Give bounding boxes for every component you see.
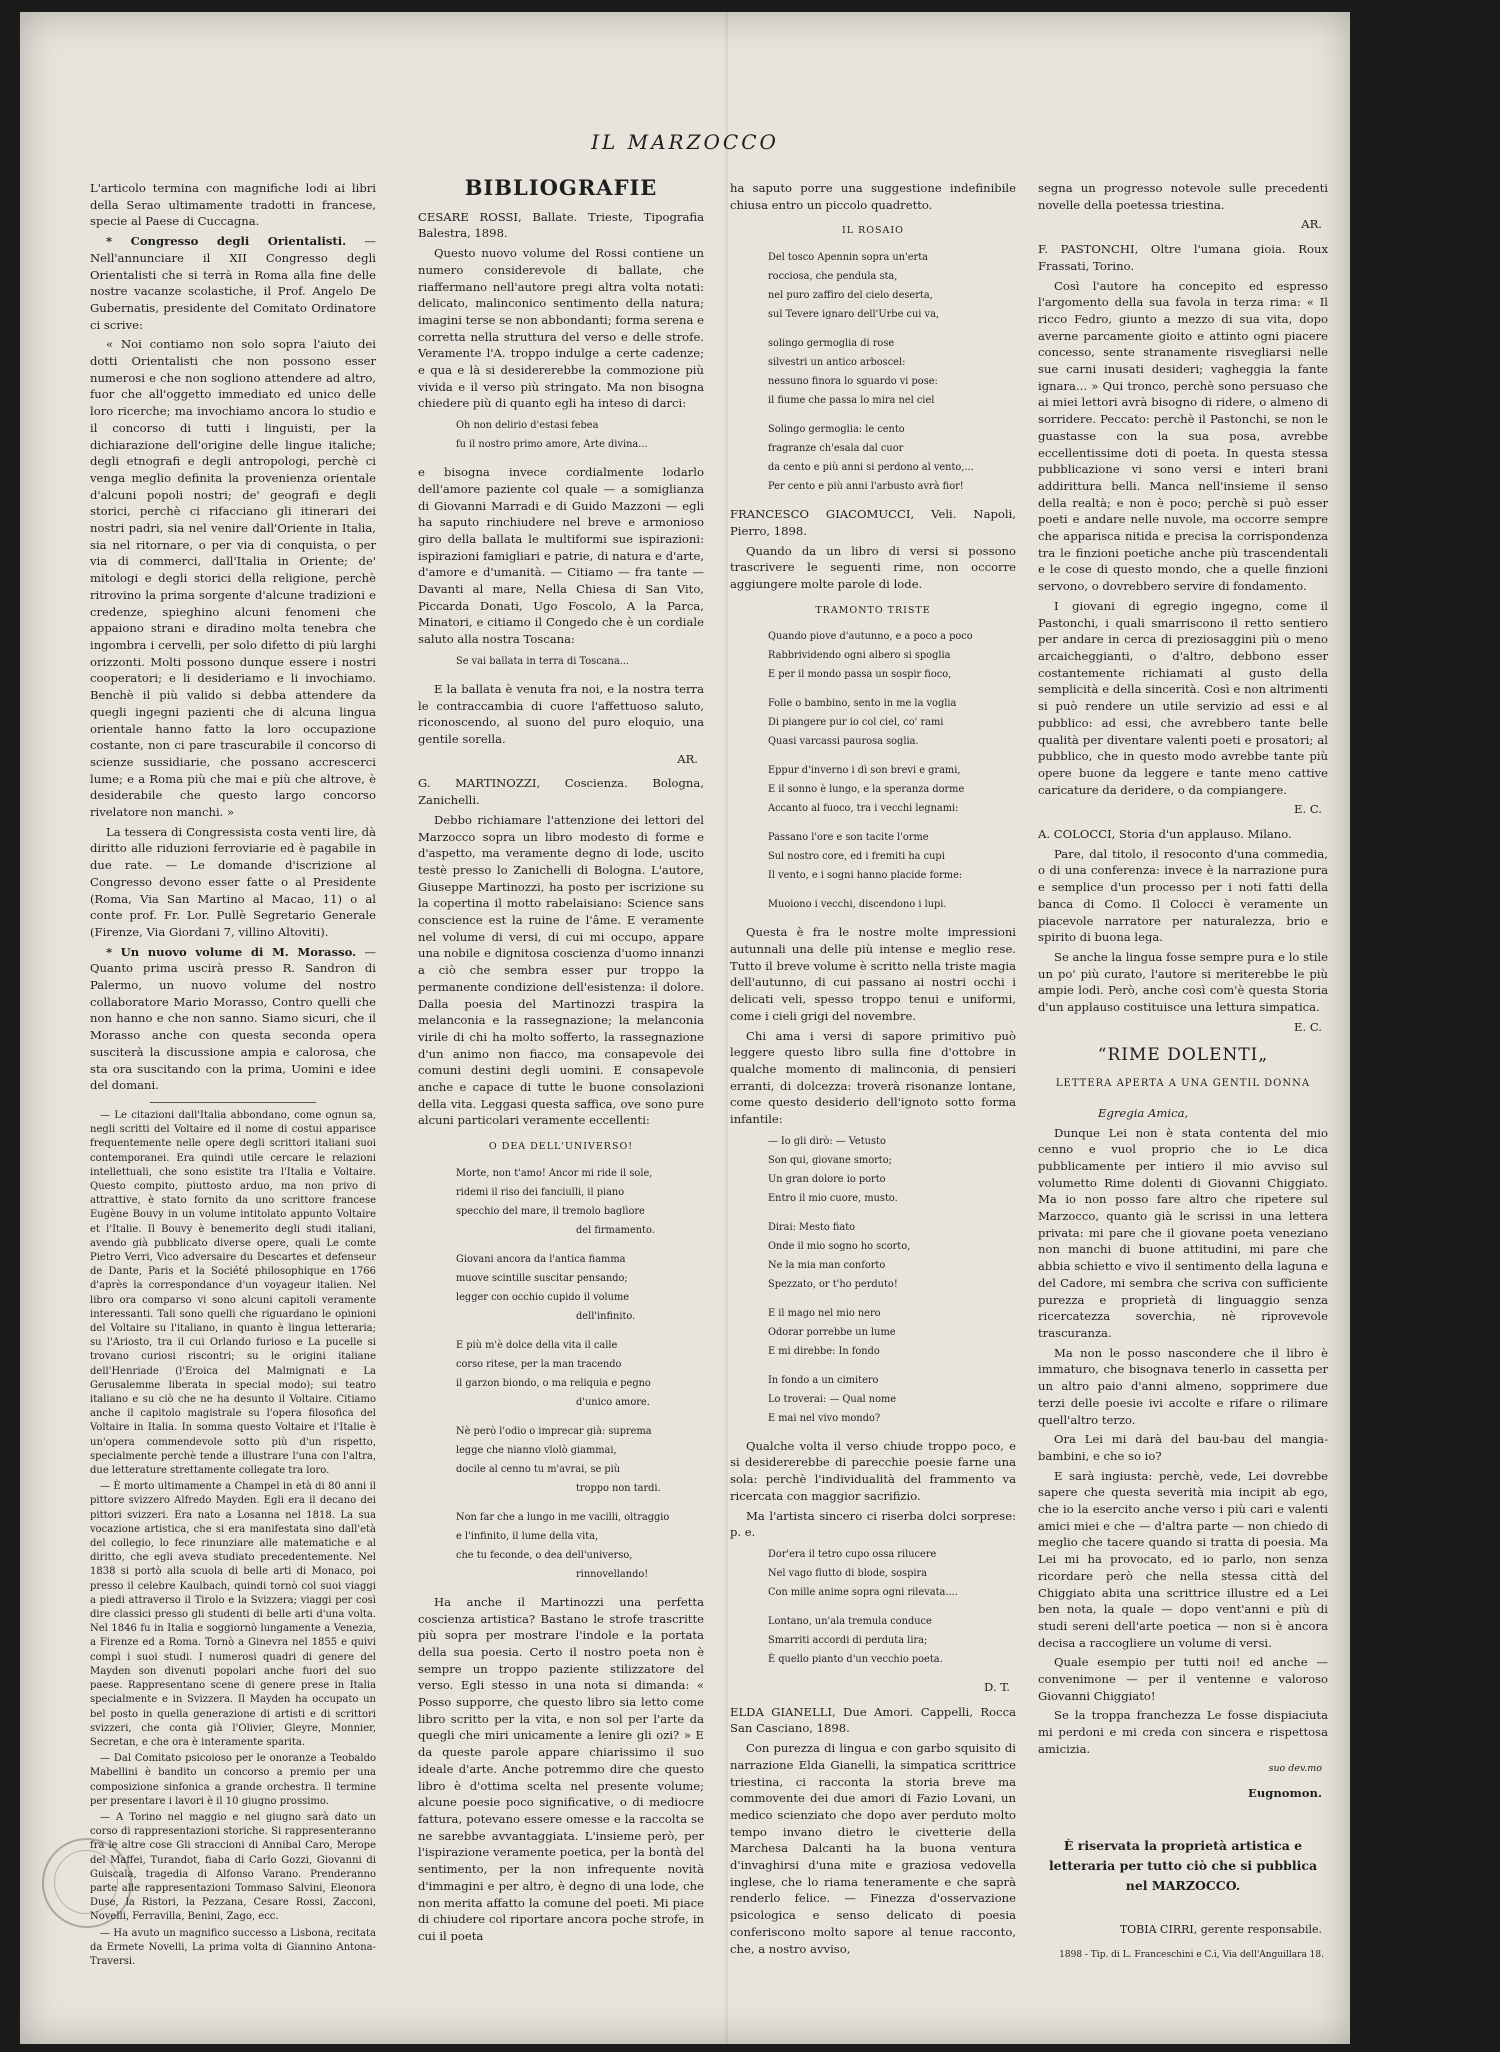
poem [456, 1164, 704, 1584]
review-paragraph: e bisogna invece cordialmente lodarlo dell'amore paziente col quale — a somiglianza di Giovanni Marradi e di Guido Mazzoni — egli ha saputo rinchiudere nel breve e armonioso giro della ballata le multiformi sue ispirazioni: ispirazioni famigliari e patrie, di natura e d'arte, d'amore e d'umanità. — Citiamo — fra tante — Davanti al mare, Nella Chiesa di San Vito, Piccarda Donati, Ugo Foscolo, A la Parca, Minatori, e citiamo il Congedo che è un cordiale saluto alla nostra Toscana: [418, 465, 704, 647]
review-paragraph: Quando da un libro di versi si possono trascrivere le seguenti rime, non occorre aggiungere molte parole di lode. [730, 543, 1016, 591]
stanza: Morte, non t'amo! Ancor mi ride il sole, ridemi il riso dei fanciulli, il piano specchio del mare, il tremolo baglìore del firmamento. [456, 1167, 655, 1236]
article-title: “RIME DOLENTI„ [1097, 1045, 1269, 1066]
small-news-item: — È morto ultimamente a Champel in età di 80 anni il pittore svizzero Alfredo Mayden. Egli era il decano dei pittori svizzeri. Era nato a Losanna nel 1818. La sua vocazione artistica, che si era manifestata sino dall'età del collegio, lo fece rinunziare alle matematiche e al diritto, che egli aveva studiato precedentemente. Nel 1838 si portò alla scuola di belle arti di Monaco, poi presso il celebre Kaulbach, quindi tornò col suoi viaggi a piedi attraverso il Tirolo e la Svizzera; viaggi per così dire classici presso gli studenti di belle arti d'una volta. Nel 1846 fu in Italia e soggiornò lungamente a Venezia, a Firenze ed a Roma. Tornò a Ginevra nel 1855 e quivi compì i suoi studi. I numerosi quadri di genere del Mayden son divenuti popolari anche fuori del suo paese. Rappresentano scene di genere prese in Italia specialmente e in Svizzera. Il Mayden ha occupato un bel posto in quella generazione di artisti e di scrittori svizzeri, che conta già l'Olivier, Gleyre, Monnier, Secretan, e che ora è interamente sparita. [90, 1481, 376, 1748]
review-reference: F. PASTONCHI, Oltre l'umana gioia. Roux Frassati, Torino. [1038, 242, 1328, 273]
review-paragraph: ha saputo porre una suggestione indefinibile chiusa entro un piccolo quadretto. [730, 181, 1016, 212]
copyright-notice: È riservata la proprietà artistica e letteraria per tutto ciò che si pubblica nel MARZOCCO. [1048, 1837, 1318, 1893]
letter-paragraph: Quale esempio per tutti noi! ed anche — convenimone — per il ventenne e valoroso Giovanni Chiggiato! [1038, 1655, 1328, 1703]
column-2 [418, 175, 704, 1948]
review-paragraph: Chi ama i versi di sapore primitivo può leggere questo libro sulla fine d'ottobre in qualche momento di malinconia, di pensieri erranti, di dolcezza: troverà risonanze lontane, come questo desiderio dell'ignoto sotto forma infantile: [730, 1028, 1016, 1127]
section-title: BIBLIOGRAFIE [464, 175, 658, 200]
review-reference: FRANCESCO GIACOMUCCI, Veli. Napoli, Pierro, 1898. [730, 507, 1016, 538]
small-news-item: — Ha avuto un magnifico successo a Lisbona, recitata da Ermete Novelli, La prima volta di Giannino Antona-Traversi. [90, 1927, 376, 1967]
stanza: Folle o bambino, sento in me la voglia Di piangere pur io col ciel, co' rami Quasi varcassi paurosa soglia. [768, 698, 957, 748]
quoted-verse: Oh non delirio d'estasi febea fu il nostro primo amore, Arte divina... [456, 420, 648, 451]
column-3 [730, 180, 1016, 1960]
poem-title: O DEA DELL'UNIVERSO! [488, 1141, 634, 1153]
author-initials: D. T. [984, 1679, 1010, 1694]
poem-title: TRAMONTO TRISTE [815, 604, 931, 616]
stanza: Quando piove d'autunno, e a poco a poco Rabbrividendo ogni albero si spoglia E per il mondo passa un sospir fioco, [768, 631, 973, 681]
stanza: Dor'era il tetro cupo ossa rilucere Nel vago flutto di blode, sospira Con mille anime sopra ogni rilevata.... [768, 1548, 958, 1598]
manager-line: TOBIA CIRRI, gerente responsabile. [1119, 1922, 1322, 1936]
small-news [90, 1109, 376, 1969]
news-paragraph: La tessera di Congressista costa venti lire, dà diritto alle riduzioni ferroviarie ed è pagabile in due rate. — Le domande d'iscrizione al Congresso devono esser fatte o al Presidente (Roma, Via San Martino al Macao, 11) o al conte prof. Fr. Lor. Pullè Segretario Generale (Firenze, Via Giordani 7, villino Altoviti). [90, 824, 376, 939]
article-ending: L'articolo termina con magnifiche lodi ai libri della Serao ultimamente tradotti in francese, specie al Paese di Cuccagna. [90, 181, 376, 229]
column-1 [90, 180, 376, 1971]
stanza: Nè però l'odio o imprecar già: suprema legge che nianno vlolò giammai, docile al cenno tu m'avrai, se più troppo non tardi. [456, 1425, 661, 1494]
author-initials: AR. [677, 751, 698, 766]
review-paragraph: segna un progresso notevole sulle precedenti novelle della poetessa triestina. [1038, 181, 1328, 212]
review-paragraph: E la ballata è venuta fra noi, e la nostra terra le contraccambia di cuore l'affettuoso saluto, riconoscendo, al suono del puro eloquio, una gentile sorella. [418, 681, 704, 746]
review-paragraph: Debbo richiamare l'attenzione dei lettori del Marzocco sopra un libro modesto di forme e d'aspetto, ma veramente degno di lode, uscito testè presso lo Zanichelli di Bologna. L'autore, Giuseppe Martinozzi, ha posto per iscrizione su la copertina il motto rabelaisiano: Science sans conscience est la ruine de l'âme. E veramente nel volume di versi, di cui mi occupo, appare una nobile e dignitosa coscienza d'uomo innanzi a ciò che sembra esser pur troppo la permanente condizione dell'esistenza: il dolore. Dalla poesia del Martinozzi traspira la melanconia e la rassegnazione; la melanconia virile di chi ha molto sofferto, la rassegnazione d'un animo non fiacco, ma consapevole dei comuni destini degli uomini. E consapevole anche e capace di tutte le buone consolazioni della vita. Leggasi questa saffica, ove sono pure alcuni particolari veramente eccellenti: [418, 812, 704, 1128]
review-reference: G. MARTINOZZI, Coscienza. Bologna, Zanichelli. [418, 776, 704, 808]
stanza: Del tosco Apennin sopra un'erta rocciosa, che pendula sta, nel puro zaffiro del cielo deserta, sul Tevere ignaro dell'Urbe cui va, [768, 252, 940, 321]
review-paragraph: Questo nuovo volume del Rossi contiene un numero considerevole di ballate, che riaffermano nell'autore pregi altra volta notati: delicato, malinconico sentimento della natura; imagini terse se non abbondanti; forma serena e corretta nella struttura del verso e delle strofe. Veramente l'A. troppo indulge a certe cadenze; e qua e là si desidererebbe la commozione più vivida e il verso più stringato. Ma non bisogna chiedere più di quanto egli ha inteso di darci: [418, 246, 704, 411]
divider [150, 1102, 316, 1103]
review-paragraph: Ma l'artista sincero ci riserba dolci sorprese: p. e. [730, 1508, 1016, 1540]
small-news-item: — Dal Comitato psicoioso per le onoranze a Teobaldo Mabellini è bandito un concorso a premio per una composizione sinfonica a grande orchestra. Il termine per presentare i lavori è il 10 giugno prossimo. [90, 1753, 376, 1807]
letter-paragraph: Dunque Lei non è stata contenta del mio cenno e vuol proprio che io Le dica pubblicamente per intiero il mio avviso sul volumetto Rime dolenti di Giovanni Chiggiato. Ma io non posso fare altro che ripetere sul Marzocco, quanto già le scrissi in una lettera privata: mi pare che il giovane poeta veneziano non manchi di buone attitudini, mi pare che abbia schietto e vivo il sentimento della laguna e del Cadore, mi sembra che scriva con sufficiente purezza e proprietà di linguaggio senza ricercatezza soverchia, nè riprovevole trascuranza. [1038, 1125, 1328, 1340]
letter-paragraph: Se la troppa franchezza Le fosse dispiaciuta mi perdoni e mi creda con sincera e rispettosa amicizia. [1038, 1708, 1328, 1756]
masthead: IL MARZOCCO [591, 130, 779, 154]
review-paragraph: Ha anche il Martinozzi una perfetta coscienza artistica? Bastano le strofe trascritte più sopra per mostrare l'indole e la portata della sua poesia. Certo il nostro poeta non è sempre un troppo paziente stilizzatore del verso. Egli stesso in una nota si dimanda: « Posso supporre, che questo libro sia letto come libro scritto per la vita, e non sol per l'arte da quegli che miri unicamente a lenire gli ozi? » E da queste parole appare chiarissimo il suo ideale d'arte. Anche potremmo dire che questo libro è d'ottima scelta nel presente volume; alcune poesie poco significative, o di mediocre fattura, potevano essere omesse e la raccolta se ne sarebbe avvantaggiata. L'insieme però, per l'ispirazione veramente poetica, per la bontà del sentimento, per la non infrequente novità d'immagini e per altro, è degno di una lode, che non merita affatto la comune del poeti. Mi piace di chiudere col riportare ancora poche strofe, in cui il poeta [418, 1594, 704, 1943]
poem [768, 248, 1016, 496]
stanza: Giovani ancora da l'antica fiamma muove scintille suscitar pensando; legger con occhio cupido il volume dell'infinito. [456, 1253, 636, 1322]
review-paragraph: Così l'autore ha concepito ed espresso l'argomento della sua favola in terza rima: « Il ricco Fedro, giunto a mezzo di sua vita, dopo averne parcamente gioito e attinto ogni piacere concesso, sente stranamente risvegliarsi nelle sue carni inusati desideri; vagheggia la fante ignara... » Qui tronco, perchè sono persuaso che ai miei lettori avrà bisogno di ridere, o almeno di sorridere. Peccato: perchè il Pastonchi, se non le guastasse con la sua posa, avrebbe eccellentissime doti di poeta. In questa stessa pubblicazione vi sono versi e interi brani addirittura belli. Manca nell'insieme il senso della realtà; e non è poco; perchè si può esser poeti e andare nelle nuvole, ma occorre sempre che apparisca nitida e precisa la corrispondenza tra le finzioni poetiche anche più trascendentali e le cose di questo mondo, che a quelle finzioni servono, o dovrebbero servire di fondamento. [1038, 278, 1328, 594]
review-reference: ELDA GIANELLI, Due Amori. Cappelli, Rocca San Casciano, 1898. [730, 1704, 1016, 1736]
column-4 [1038, 180, 1328, 1963]
stanza: Muoiono i vecchi, discendono i lupi. [768, 899, 947, 911]
letter-paragraph: Ora Lei mi darà del bau-bau del mangia-bambini, e che so io? [1038, 1432, 1328, 1463]
stanza: E il mago nel mio nero Odorar porrebbe un lume E mi direbbe: In fondo [768, 1307, 896, 1357]
poem [768, 1545, 1016, 1669]
small-news-item: — A Torino nel maggio e nel giugno sarà dato un corso di rappresentazioni storiche. Si rappresenteranno fra le altre cose Gli straccioni di Annibal Caro, Merope del Maffei, Turandot, fiaba di Carlo Gozzi, Giovanni di Guiscala, tragedia di Alfonso Varano. Prenderanno parte alle rappresentazioni Tommaso Salvini, Eleonora Duse, la Ristori, la Pezzana, Cesare Rossi, Zacconi, Novelli, Ferravilla, Benini, Zago, ecc. [90, 1811, 376, 1923]
printer-imprint: 1898 - Tip. di L. Franceschini e C.i, Via dell'Anguillara 18. [1059, 1949, 1324, 1960]
news-heading: * Un nuovo volume di M. Morasso. [106, 944, 357, 959]
stanza: E più m'è dolce della vita il calle corso ritese, per la man tracendo il garzon biondo, o ma reliquia e pegno d'unico amore. [456, 1339, 651, 1408]
news-quote: « Noi contiamo non solo sopra l'aiuto dei dotti Orientalisti che non possono esser numerosi e che non sogliono attendere ad altro, fuor che all'oggetto immediato ed unico delle loro ricerche; ma invochiamo ancora lo studio e il concorso di tutti i linguisti, per la dichiarazione dell'origine delle lingue italiche; degli etnografi e degli antropologi, perchè ci venga meglio definita la provenienza orientale d'alcuni popoli nostri; de' geografi e degli storici, perchè ci rifacciano gli itinerari dei nostri padri, sia nel venire dall'Oriente in Italia, sia nel ritornare, o per via di conquista, o per via di commerci, dall'Italia in Oriente; de' mitologi e degli storici della religione, perchè ritrovino la prima sorgente d'alcune tradizioni e credenze, spieghino alcuni fenomeni che appaiono strani e diradino molta tenebra che ingombra i cervelli, per solo difetto di più larghi orizzonti. Molti possono dunque essere i nostri cooperatori; e li desideriamo e li invochiamo. Benchè il più valido si debba attendere da quegli ingegni pazienti che di alcuna lingua orientale hanno fatto la loro occupazione costante, non ci pare trascurabile il concorso di scienze sussidiarie, che possano accrescerci lume; e a Roma più che mai e più che altrove, è desiderabile che questo largo concorso rivelatore non manchi. » [90, 337, 376, 820]
review-reference: A. COLOCCI, Storia d'un applauso. Milano. [1038, 827, 1292, 842]
signature: Eugnomon. [1247, 1786, 1322, 1801]
review-paragraph: Con purezza di lingua e con garbo squisito di narrazione Elda Gianelli, la simpatica scrittrice triestina, ci racconta la storia breve ma commovente dei due amori di Fazio Lovani, un medico scienziato che dopo aver perduto molto tempo invano dietro le civetterie della Marchesa Dalcanti ha la buona ventura d'invaghirsi d'una mite e graziosa vedovella inglese, che lo riama teneramente e che saprà renderlo felice. — Finezza d'osservazione psicologica e senso delicato di poesia conferiscono molto sapore al tenue racconto, che, a nostro avviso, [730, 1741, 1016, 1956]
stanza: Dirai: Mesto fiato Onde il mio sogno ho scorto, Ne la mia man conforto Spezzato, or t'ho perduto! [768, 1221, 911, 1290]
review-paragraph: Pare, dal titolo, il resoconto d'una commedia, o di una conferenza: invece è la narrazione pura e semplice d'un processo per i noti fatti della banca di Como. Il Colocci è veramente un piacevole narratore per naturalezza, brio e spirito di buona lega. [1038, 846, 1328, 945]
review-paragraph: I giovani di egregio ingegno, come il Pastonchi, i quali smarriscono il retto sentiero per andare in cerca di preziosaggini più o meno arcaicheggianti, o d'altro, debbono esser costantemente richiamati al gusto della semplicità e della sincerità. Così e non altrimenti si può rendere un utile servizio ad essi e al pubblico: ad essi, che avrebbero tante belle qualità per diventare valenti poeti e prosatori; al pubblico, che in questo modo avrebbe tante più opere buone da leggere e tante meno cattive caricature da deridere, o da compiangere. [1038, 598, 1328, 797]
stanza: solingo germoglia di rose silvestri un antico arboscel: nessuno finora lo sguardo vi pose: il fiume che passa lo mira nel ciel [768, 338, 938, 407]
review-paragraph: Qualche volta il verso chiude troppo poco, e si desidererebbe di parecchie poesie farne una sola: perchè l'individualità del frammento va ricercata con maggior sacrifizio. [730, 1438, 1016, 1503]
small-news-item: — Le citazioni dall'Italia abbondano, come ognun sa, negli scritti del Voltaire ed il nome di costui apparisce frequentemente nelle opere degli scrittori italiani suoi contemporanei. Era quindi utile cercare le relazioni intellettuali, che sono esistite tra l'Italia e Voltaire. Questo compito, piuttosto arduo, ma non privo di attrattive, è stato fornito da uno scrittore francese Eugène Bouvy in un volume intitolato appunto Voltaire et l'Italie. Il Bouvy è benemerito degli studi italiani, avendo già pubblicato diverse opere, quali Le comte Pietro Verri, Vico adversaire du Descartes et defenseur de Dante, Paris et la Société philosophique en 1766 d'après la correspondance d'un voyageur italien. Nel libro ora comparso vi sono alcuni capitoli veramente interessanti. Tali sono quelli che riguardano le opinioni del Voltaire su l'italiano, in quanto è lingua letteraria; su l'Ariosto, tra il cui Orlando furioso e La pucelle si trovano curiosi riscontri; su le origini italiane dell'Henriade (l'Eroica del Malmignati e La Gerusalemme liberata in special modo); sui teatro italiano e su ciò che ne ha desunto il Voltaire. Citiamo anche il capitolo magistrale su l'opera filosofica del Voltaire in Italia. In somma questo Voltaire et l'Italie è un'opera commendevole sotto più d'un rispetto, specialmente perchè tende a illustrare l'una con l'altra, due letterature strettamente collegate tra loro. [90, 1109, 376, 1477]
stanza: Lontano, un'ala tremula conduce Smarriti accordi di perduta lira; È quello pianto d'un vecchio poeta. [768, 1615, 943, 1665]
news-heading: * Congresso degli Orientalisti. [106, 234, 347, 249]
review-paragraph: Se anche la lingua fosse sempre pura e lo stile un po' più curato, l'autore si meriterebbe le più ampie lodi. Però, anche così com'è questa Storia d'un applauso costituisce una lettura simpatica. [1038, 949, 1328, 1015]
review-reference: CESARE ROSSI, Ballate. Trieste, Tipografia Balestra, 1898. [418, 209, 704, 241]
article-subtitle: LETTERA APERTA A UNA GENTIL DONNA [1055, 1078, 1311, 1090]
author-initials: E. C. [1294, 802, 1322, 817]
stanza: Non far che a lungo in me vacilli, oltraggio e l'infinito, il lume della vita, che tu feconde, o dea dell'universo, rinnovellando! [456, 1511, 670, 1580]
salutation: Egregia Amica, [1098, 1105, 1189, 1120]
newspaper-page [20, 12, 1350, 2044]
closing: suo dev.mo [1268, 1762, 1322, 1774]
poem-title: IL ROSAIO [842, 225, 904, 237]
quoted-verse: Se vai ballata in terra di Toscana... [456, 655, 630, 667]
news-congresso: * Congresso degli Orientalisti. — Nell'annunciare il XII Congresso degli Orientalisti che si terrà in Roma alla fine delle nostre vacanze scolastiche, il Prof. Angelo De Gubernatis, presidente del Comitato Ordinatore ci scrive: [90, 234, 377, 332]
poem [768, 1132, 1016, 1428]
stanza: Solingo germoglia: le cento fragranze ch'esala dal cuor da cento e più anni si perdono al vento,... Per cento e più anni l'arbusto avrà fior! [768, 424, 974, 493]
news-morasso: * Un nuovo volume di M. Morasso. — Quanto prima uscirà presso R. Sandron di Palermo, un nuovo volume del nostro collaboratore Mario Morasso, Contro quelli che non hanno e che non sanno. Siamo sicuri, che il Morasso anche con questa seconda opera susciterà la discussione ampia e calorosa, che sta ora suscitando con la prima, Uomini e idee del domani. [90, 944, 377, 1093]
review-paragraph: Questa è fra le nostre molte impressioni autunnali una delle più intense e meglio rese. Tutto il breve volume è scritto nella triste magia dell'autunno, di cui passano ai nostri occhi i delicati veli, spesso troppo tenui e uniformi, come i cieli grigi del novembre. [730, 925, 1016, 1023]
stanza: — Io gli dirò: — Vetusto Son qui, giovane smorto; Un gran dolore io porto Entro il mio cuore, musto. [768, 1135, 898, 1204]
page-fold [725, 12, 728, 2044]
stanza: Eppur d'inverno i dì son brevi e grami, E il sonno è lungo, e la speranza dorme Accanto al fuoco, tra i vecchi legnami: [768, 765, 965, 815]
poem [768, 627, 1016, 914]
author-initials: AR. [1301, 217, 1322, 232]
stanza: In fondo a un cimitero Lo troverai: — Qual nome E mai nel vivo mondo? [768, 1374, 897, 1424]
letter-paragraph: Ma non le posso nascondere che il libro è immaturo, che bisognava tenerlo in cassetta per un altro paio d'anni almeno, sopprimere due terzi delle poesie ivi accolte e rifare o rilimare quell'altro terzo. [1038, 1345, 1328, 1427]
stanza: Passano l'ore e son tacite l'orme Sul nostro core, ed i fremiti ha cupi Il vento, e i sogni hanno placide forme: [768, 832, 963, 882]
author-initials: E. C. [1294, 1019, 1322, 1034]
letter-paragraph: E sarà ingiusta: perchè, vede, Lei dovrebbe sapere che questa severità mia incipit ab ego, che io la esercito anche verso i più cari e valenti amici miei e che — d'altra parte — non chiedo di meglio che tacere quando si tratta di poesia. Ma Lei mi ha provocato, ed io parlo, non senza ricordare però che nella stessa città del Chiggiato abita una scrittrice illustre ed a Lei ben nota, la quale — dopo vent'anni e più di studi sereni dell'arte poetica — non si è ancora decisa a raccogliere un volume di versi. [1038, 1468, 1328, 1650]
